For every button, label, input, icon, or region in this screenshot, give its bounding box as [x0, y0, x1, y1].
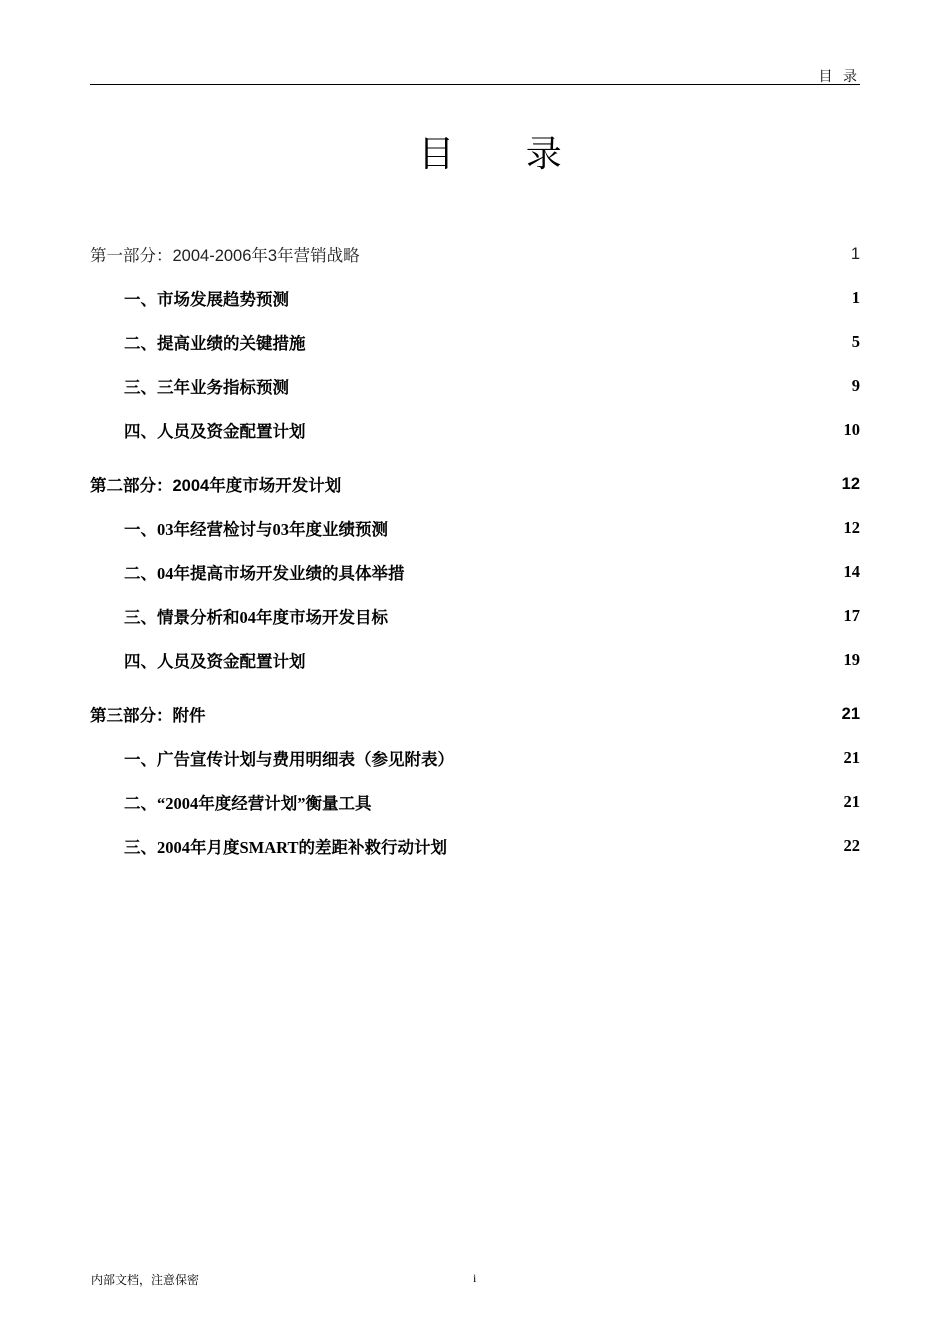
toc-item[interactable] [90, 833, 860, 859]
toc-entry-label: 一、广告宣传计划与费用明细表（参见附表） [124, 750, 454, 769]
toc-item[interactable] [90, 559, 860, 585]
toc-page-number: 21 [841, 704, 860, 723]
toc-entry-label: 三、三年业务指标预测 [124, 378, 289, 397]
toc-page-number: 12 [841, 474, 860, 493]
page-title: 目 录 [418, 134, 592, 175]
toc-page-number: 17 [843, 606, 860, 625]
footer-page-number: i [473, 1271, 477, 1285]
toc-item[interactable] [90, 745, 860, 771]
footer-confidential-note: 内部文档，注意保密 [91, 1273, 200, 1287]
toc-entry-label: 三、情景分析和04年度市场开发目标 [124, 608, 388, 627]
toc-page-number: 21 [843, 748, 860, 767]
toc-entry-label: 二、04年提高市场开发业绩的具体举措 [124, 564, 405, 583]
toc-part-1[interactable] [90, 241, 860, 267]
toc-entry-label: 二、“2004年度经营计划”衡量工具 [124, 794, 372, 813]
toc-page-number: 12 [843, 518, 860, 537]
toc-entry-label: 一、03年经营检讨与03年度业绩预测 [124, 520, 388, 539]
toc-item[interactable] [90, 789, 860, 815]
toc-page-number: 22 [843, 836, 860, 855]
toc-page-number: 5 [851, 332, 860, 351]
toc-item[interactable] [90, 329, 860, 355]
toc-entry-label: 三、2004年月度SMART的差距补救行动计划 [124, 838, 448, 857]
toc-item[interactable] [90, 515, 860, 541]
toc-page-number: 1 [850, 244, 860, 263]
toc-entry-label: 四、人员及资金配置计划 [124, 652, 306, 671]
toc-page-number: 10 [843, 420, 860, 439]
toc-entry-label: 第三部分：附件 [90, 707, 206, 725]
toc-page-number: 19 [843, 650, 860, 669]
header-divider [90, 84, 860, 85]
toc-item[interactable] [90, 285, 860, 311]
toc-entry-label: 四、人员及资金配置计划 [124, 422, 306, 441]
toc-item[interactable] [90, 603, 860, 629]
toc-entry-label: 第一部分：2004-2006年3年营销战略 [90, 247, 360, 265]
toc-item[interactable] [90, 373, 860, 399]
toc-item[interactable] [90, 417, 860, 443]
toc-entry-label: 一、市场发展趋势预测 [124, 290, 289, 309]
running-header: 目 录 [818, 69, 860, 85]
toc-entry-label: 第二部分：2004年度市场开发计划 [90, 477, 342, 495]
toc-page-number: 1 [851, 288, 860, 307]
toc-entry-label: 二、提高业绩的关键措施 [124, 334, 306, 353]
toc-page-number: 9 [851, 376, 860, 395]
toc-item[interactable] [90, 647, 860, 673]
toc-part-2[interactable] [90, 471, 860, 497]
toc-page-number: 21 [843, 792, 860, 811]
toc-page-number: 14 [843, 562, 860, 581]
toc-part-3[interactable] [90, 701, 860, 727]
